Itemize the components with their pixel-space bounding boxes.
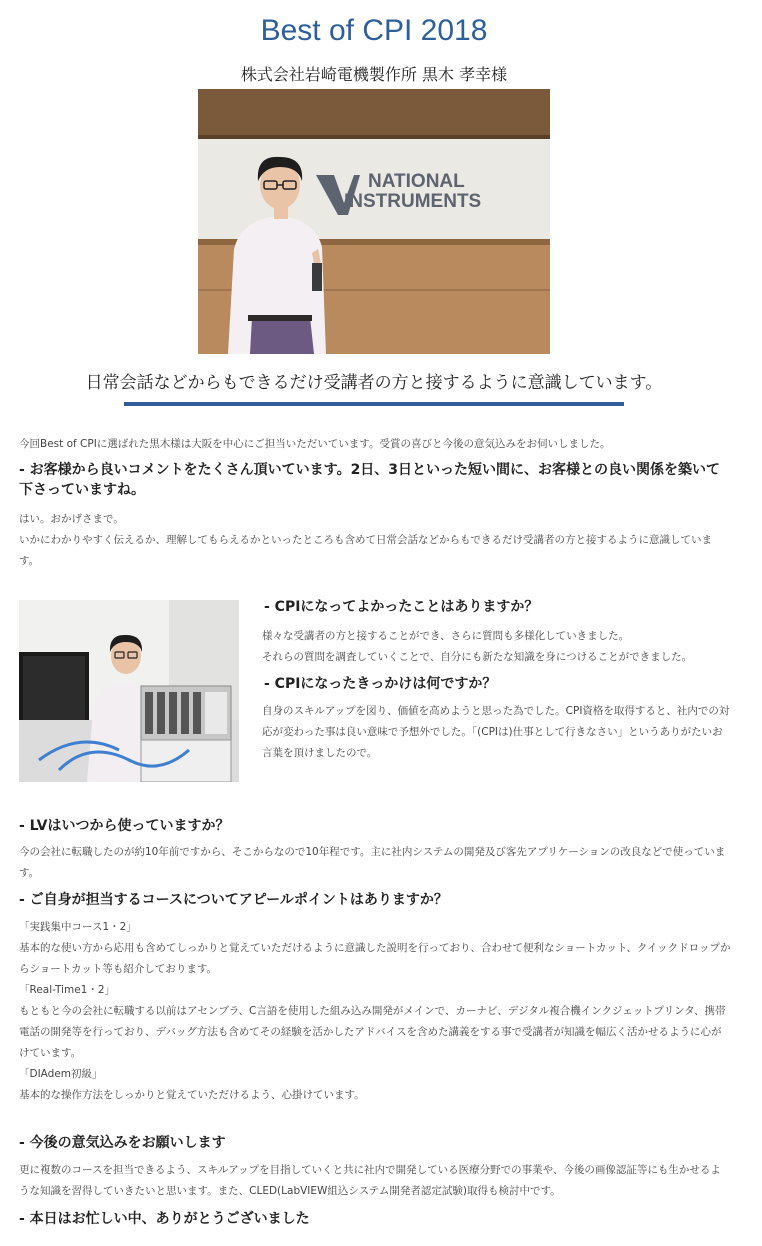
q2-heading: - CPIになってよかったことはありますか？ (264, 599, 539, 615)
q1-heading: - お客様から良いコメントをたくさん頂いています。2日、3日といった短い間に、お客様との良い関係を築いて下さっていますね。 (19, 462, 721, 498)
course2-text: もともと今の会社に転職する以前はアセンブラ、C言語を使用した組み込み開発がメインで、カーナビ、デジタル複合機インクジェットプリンタ、携帯電話の開発等を行っており、デバッグ方法も含めてその経験を活かしたアドバイスを含めた講義をする事で受講者が知識を幅広く活かせるように心がけています。 (19, 1005, 726, 1059)
closing-heading: - 本日はお忙しい中、ありがとうございました (19, 1211, 310, 1227)
q3-heading: - CPIになったきっかけは何ですか？ (264, 676, 497, 692)
award-photo-illustration (198, 89, 550, 354)
q1-answer-line2: いかにわかりやすく伝えるか、理解してもらえるかといったところも含めて日常会話などからもできるだけ受講者の方と接するように意識しています。 (19, 534, 712, 567)
q3-answer: 自身のスキルアップを図り、価値を高めようと思った為でした。CPI資格を取得すると、社内での対応が変わった事は良い意味で予想外でした。「(CPIは)仕事として行きなさい」というありがたいお言葉を頂けましたので。 (262, 705, 730, 759)
sign-line1: NATIONAL (368, 171, 465, 192)
q2-answer (262, 626, 734, 668)
q6-heading: - 今後の意気込みをお願いします (19, 1135, 226, 1151)
page-subtitle: 株式会社岩崎電機製作所 黒木 孝幸様 (240, 65, 508, 84)
headline-quote: 日常会話などからもできるだけ受講者の方と接するように意識しています。 (85, 373, 663, 393)
intro-text: 今回Best of CPIに選ばれた黒木様は大阪を中心にご担当いただいています。受賞の喜びと今後の意気込みをお伺いしました。 (19, 438, 611, 450)
q6-answer: 更に複数のコースを担当できるよう、スキルアップを目指していくと共に社内で開発している医療分野での事業や、今後の画像認証等にも生かせるような知識を習得していきたいと思います。また、CLED(LabVIEW組込システム開発者認定試験)取得も検討中です。 (19, 1164, 721, 1197)
course3-text: 基本的な操作方法をしっかりと覚えていただけるよう、心掛けています。 (19, 1089, 365, 1101)
page-title: Best of CPI 2018 (260, 14, 488, 47)
course1-title: 「実践集中コース1・2」 (19, 921, 137, 933)
course1-text: 基本的な使い方から応用も含めてしっかりと覚えていただけるように意識した説明を行っており、合わせて便利なショートカット、クイックドロップからショートカット等も紹介しております。 (19, 942, 731, 975)
instructor-photo-illustration (19, 600, 239, 782)
course2-title: 「Real-Time1・2」 (19, 984, 116, 996)
q5-heading: - ご自身が担当するコースについてアピールポイントはありますか？ (19, 892, 448, 908)
q5-answer (19, 917, 731, 1106)
instructor-photo (19, 600, 239, 782)
q1-answer (19, 509, 731, 572)
q1-answer-line1: はい。おかげさまで。 (19, 513, 124, 525)
q2-answer-line1: 様々な受講者の方と接することができ、さらに質問も多様化していきました。 (262, 630, 630, 642)
header-divider (124, 402, 624, 406)
course3-title: 「DIAdem初級」 (19, 1068, 103, 1080)
q2-answer-line2: それらの質問を調査していくことで、自分にも新たな知識を身につけることができました。 (262, 651, 693, 663)
sign-line2: INSTRUMENTS (344, 191, 482, 212)
q4-answer: 今の会社に転職したのが約10年前ですから、そこからなので10年程です。主に社内システムの開発及び客先アプリケーションの改良などで使っています。 (19, 846, 726, 879)
q4-heading: - LVはいつから使っていますか？ (19, 818, 230, 834)
award-photo (198, 89, 550, 354)
